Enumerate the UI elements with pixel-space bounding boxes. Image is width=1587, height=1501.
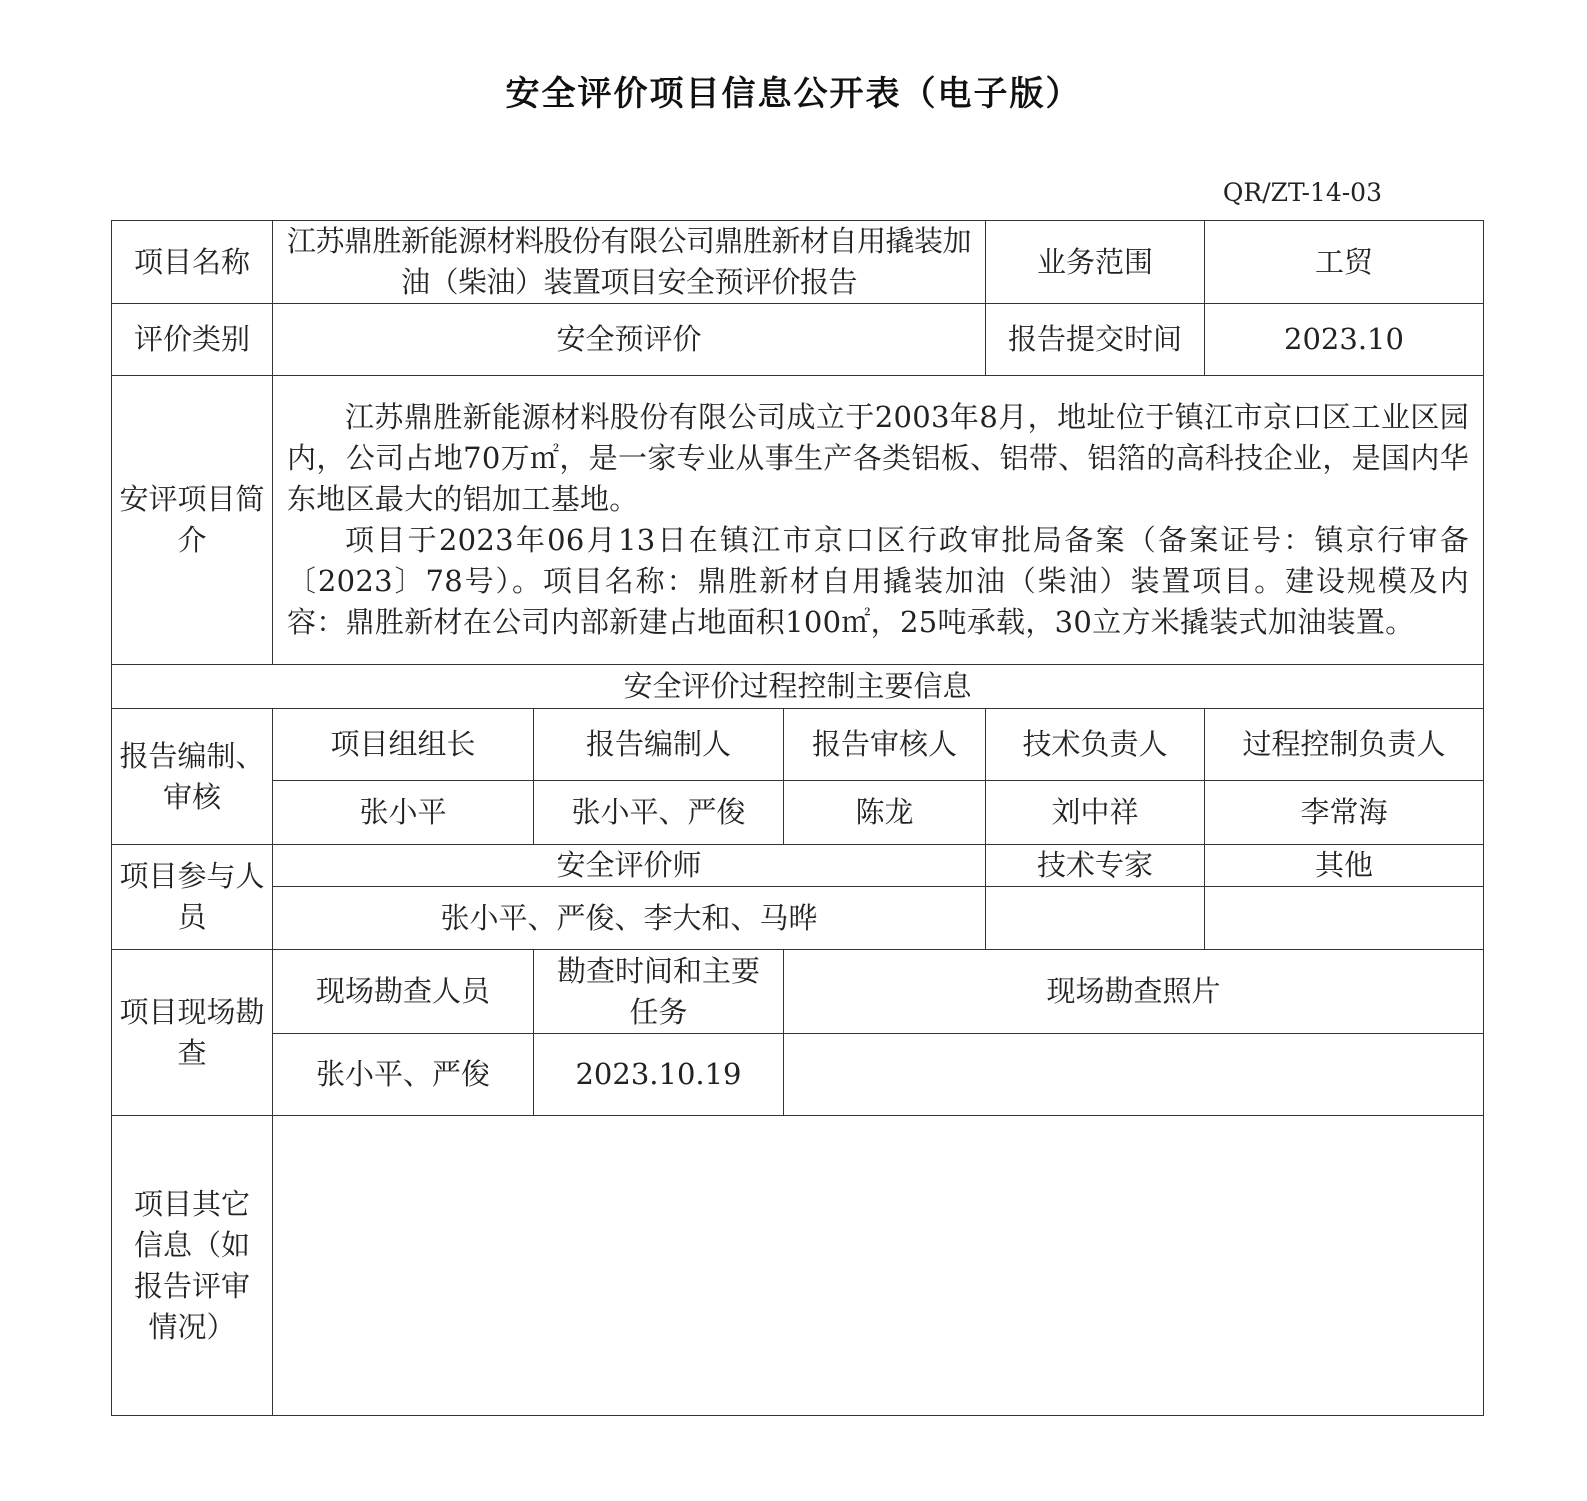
other-names	[1205, 887, 1484, 950]
role-report-author: 报告编制人	[534, 709, 784, 781]
row-other-info	[112, 1116, 1484, 1416]
business-scope-value: 工贸	[1205, 221, 1484, 304]
report-label: 报告编制、审核	[112, 709, 273, 845]
other-label: 其他	[1205, 845, 1484, 887]
role-technical-lead: 技术负责人	[986, 709, 1205, 781]
survey-label: 项目现场勘查	[112, 950, 273, 1116]
survey-photo-label: 现场勘查照片	[784, 950, 1484, 1034]
report-author-names: 张小平、严俊	[534, 781, 784, 845]
role-team-leader: 项目组组长	[273, 709, 534, 781]
business-scope-label: 业务范围	[986, 221, 1205, 304]
row-intro	[112, 376, 1484, 665]
other-info-value	[273, 1116, 1484, 1416]
expert-label: 技术专家	[986, 845, 1205, 887]
process-control-header: 安全评价过程控制主要信息	[112, 665, 1484, 709]
role-report-reviewer: 报告审核人	[784, 709, 986, 781]
row-participant-names	[112, 887, 1484, 950]
row-report-people	[112, 781, 1484, 845]
survey-staff-names: 张小平、严俊	[273, 1034, 534, 1116]
report-reviewer-name: 陈龙	[784, 781, 986, 845]
row-survey-header	[112, 950, 1484, 1034]
row-report-roles	[112, 709, 1484, 781]
participants-label: 项目参与人员	[112, 845, 273, 950]
survey-time-task-label: 勘查时间和主要任务	[534, 950, 784, 1034]
technical-lead-name: 刘中祥	[986, 781, 1205, 845]
row-participant-roles	[112, 845, 1484, 887]
row-survey-values	[112, 1034, 1484, 1116]
role-process-control-lead: 过程控制负责人	[1205, 709, 1484, 781]
project-name-value: 江苏鼎胜新能源材料股份有限公司鼎胜新材自用撬装加油（柴油）装置项目安全预评价报告	[273, 221, 986, 304]
survey-date: 2023.10.19	[534, 1034, 784, 1116]
info-table	[111, 220, 1484, 1416]
process-control-lead-name: 李常海	[1205, 781, 1484, 845]
row-process-header	[112, 665, 1484, 709]
row-project-name	[112, 221, 1484, 304]
evaluator-label: 安全评价师	[273, 845, 986, 887]
intro-text	[273, 376, 1484, 665]
intro-paragraph-1: 江苏鼎胜新能源材料股份有限公司成立于2003年8月，地址位于镇江市京口区工业区园内，公司占地70万㎡，是一家专业从事生产各类铝板、铝带、铝箔的高科技企业，是国内华东地区最大的铝加工基地。	[287, 400, 1469, 516]
other-info-label: 项目其它信息（如报告评审情况）	[112, 1116, 273, 1416]
document-title: 安全评价项目信息公开表（电子版）	[505, 74, 1082, 114]
submit-time-label: 报告提交时间	[986, 304, 1205, 376]
category-label: 评价类别	[112, 304, 273, 376]
intro-paragraph-2: 项目于2023年06月13日在镇江市京口区行政审批局备案（备案证号：镇京行审备〔2023〕78号）。项目名称：鼎胜新材自用撬装加油（柴油）装置项目。建设规模及内容：鼎胜新材在公司内部新建占地面积100㎡，25吨承载，30立方米撬装式加油装置。	[287, 523, 1469, 639]
evaluator-names: 张小平、严俊、李大和、马晔	[273, 887, 986, 950]
survey-photo-area	[784, 1034, 1484, 1116]
row-category	[112, 304, 1484, 376]
submit-time-value: 2023.10	[1205, 304, 1484, 376]
project-name-label: 项目名称	[112, 221, 273, 304]
category-value: 安全预评价	[273, 304, 986, 376]
intro-label: 安评项目简介	[112, 376, 273, 665]
expert-names	[986, 887, 1205, 950]
team-leader-name: 张小平	[273, 781, 534, 845]
survey-staff-label: 现场勘查人员	[273, 950, 534, 1034]
document-code: QR/ZT-14-03	[1222, 178, 1382, 207]
